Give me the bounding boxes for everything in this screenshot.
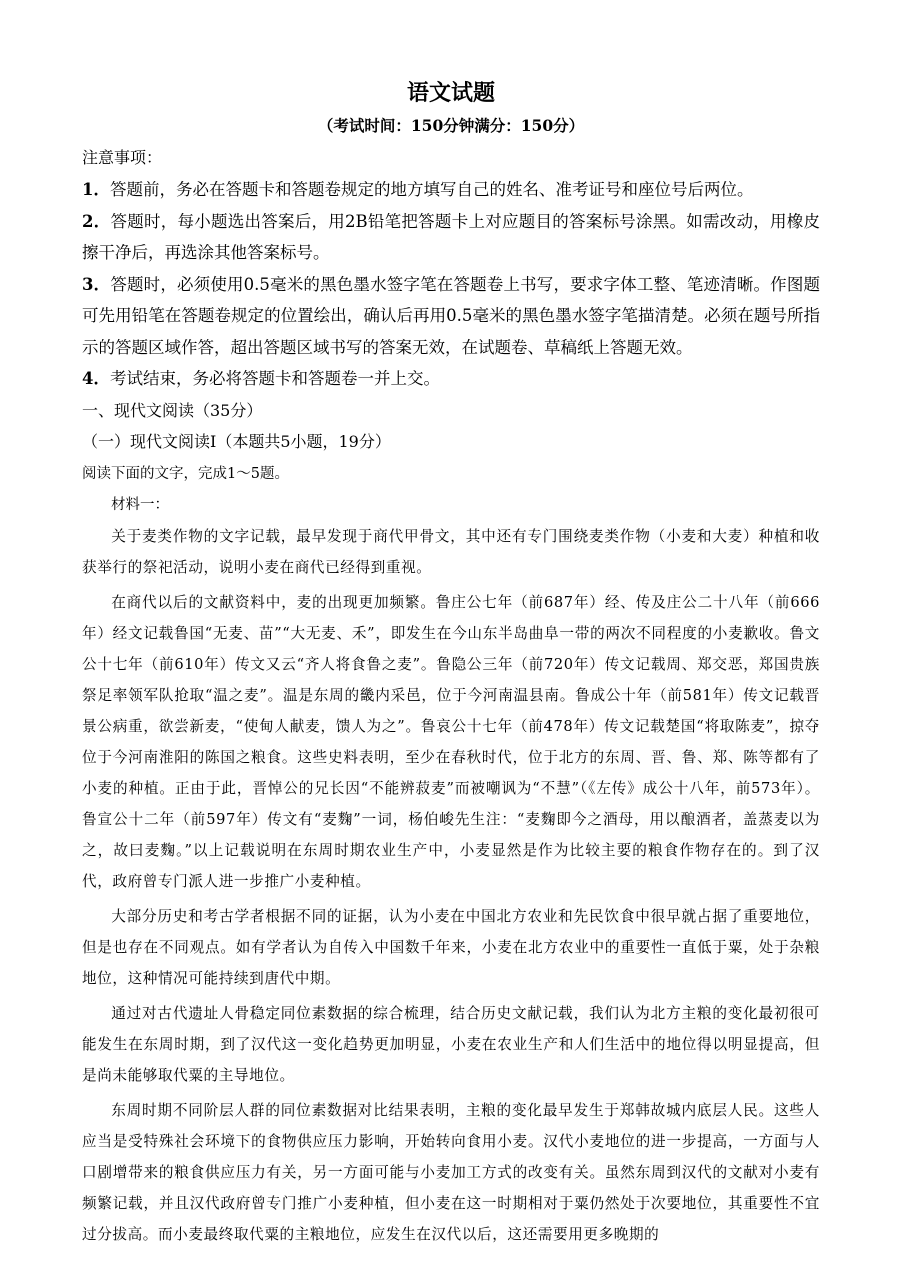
- notice-rule-3: [82, 269, 820, 364]
- rule-number: 2．: [82, 211, 111, 231]
- section-heading: 一、现代文阅读（35分）: [82, 400, 263, 420]
- rule-text: 答题时，必须使用0.5毫米的黑色墨水签字笔在答题卷上书写，要求字体工整、笔迹清晰。作图题可先用铅笔在答题卷规定的位置绘出，确认后再用0.5毫米的黑色墨水签字笔描清楚。必须在题号所指示的答题区域作答，超出答题区域书写的答案无效，在试题卷、草稿纸上答题无效。: [82, 274, 820, 357]
- rule-number: 1．: [82, 180, 110, 199]
- material-paragraph-3: 大部分历史和考古学者根据不同的证据，认为小麦在中国北方农业和先民饮食中很早就占据了重要地位，但是也存在不同观点。如有学者认为自传入中国数千年来，小麦在北方农业中的重要性一直低于粟，处于杂粮地位，这种情况可能持续到唐代中期。: [82, 907, 820, 987]
- notice-rule-2: [82, 206, 820, 269]
- notice-label: 注意事项：: [82, 148, 163, 167]
- exam-title: 语文试题: [406, 80, 495, 106]
- rule-number: 4．: [82, 369, 110, 388]
- material-paragraph-2: 在商代以后的文献资料中，麦的出现更加频繁。鲁庄公七年（前687年）经、传及庄公二十八年（前666年）经文记载鲁国“无麦、苗”“大无麦、禾”，即发生在今山东半岛曲阜一带的两次不同程度的小麦歉收。鲁文公十七年（前610年）传文又云“齐人将食鲁之麦”。鲁隐公三年（前720年）传文记载周、郑交恶，郑国贵族祭足率领军队抢取“温之麦”。温是东周的畿内采邑，位于今河南温县南。鲁成公十年（前581年）传文记载晋景公病重，欲尝新麦，“使甸人献麦，馈人为之”。鲁哀公十七年（前478年）传文记载楚国“将取陈麦”，掠夺位于今河南淮阳的陈国之粮食。这些史料表明，至少在春秋时代，位于北方的东周、晋、鲁、郑、陈等都有了小麦的种植。正由于此，晋悼公的兄长因“不能辨菽麦”而被嘲讽为“不慧”（《左传》成公十八年，前573年）。鲁宣公十二年（前597年）传文有“麦麴”一词，杨伯峻先生注：“麦麴即今之酒母，用以酿酒者，盖蒸麦以为之，故曰麦麴。”以上记载说明在东周时期农业生产中，小麦显然是作为比较主要的粮食作物存在的。到了汉代，政府曾专门派人进一步推广小麦种植。: [82, 593, 820, 890]
- material-label: 材料一：: [111, 496, 169, 513]
- section-subheading: （一）现代文阅读Ⅰ（本题共5小题，19分）: [82, 431, 391, 451]
- reading-instruction: 阅读下面的文字，完成1～5题。: [82, 465, 289, 482]
- rule-number: 3．: [82, 274, 111, 294]
- material-paragraph-4: 通过对古代遗址人骨稳定同位素数据的综合梳理，结合历史文献记载，我们认为北方主粮的变化最初很可能发生在东周时期，到了汉代这一变化趋势更加明显，小麦在农业生产和人们生活中的地位得以明显提高，但是尚未能够取代粟的主导地位。: [82, 1004, 820, 1084]
- material-paragraph-5: 东周时期不同阶层人群的同位素数据对比结果表明，主粮的变化最早发生于郑韩故城内底层人民。这些人应当是受特殊社会环境下的食物供应压力影响，开始转向食用小麦。汉代小麦地位的进一步提高，一方面与人口剧增带来的粮食供应压力有关，另一方面可能与小麦加工方式的改变有关。虽然东周到汉代的文献对小麦有频繁记载，并且汉代政府曾专门推广小麦种植，但小麦在这一时期相对于粟仍然处于次要地位，其重要性不宜过分拔高。而小麦最终取代粟的主粮地位，应发生在汉代以后，这还需要用更多晚期的: [82, 1101, 820, 1243]
- notice-rule-1: [82, 174, 820, 206]
- exam-subtitle: （考试时间：150分钟满分：150分）: [317, 116, 585, 135]
- notice-rule-4: [82, 363, 820, 395]
- material-paragraph-1: 关于麦类作物的文字记载，最早发现于商代甲骨文，其中还有专门围绕麦类作物（小麦和大麦）种植和收获举行的祭祀活动，说明小麦在商代已经得到重视。: [82, 527, 820, 576]
- rule-text: 答题时，每小题选出答案后，用2B铅笔把答题卡上对应题目的答案标号涂黑。如需改动，用橡皮擦干净后，再选涂其他答案标号。: [82, 211, 821, 262]
- rule-text: 考试结束，务必将答题卡和答题卷一并上交。: [109, 369, 440, 388]
- rule-text: 答题前，务必在答题卡和答题卷规定的地方填写自己的姓名、准考证号和座位号后两位。: [109, 180, 754, 199]
